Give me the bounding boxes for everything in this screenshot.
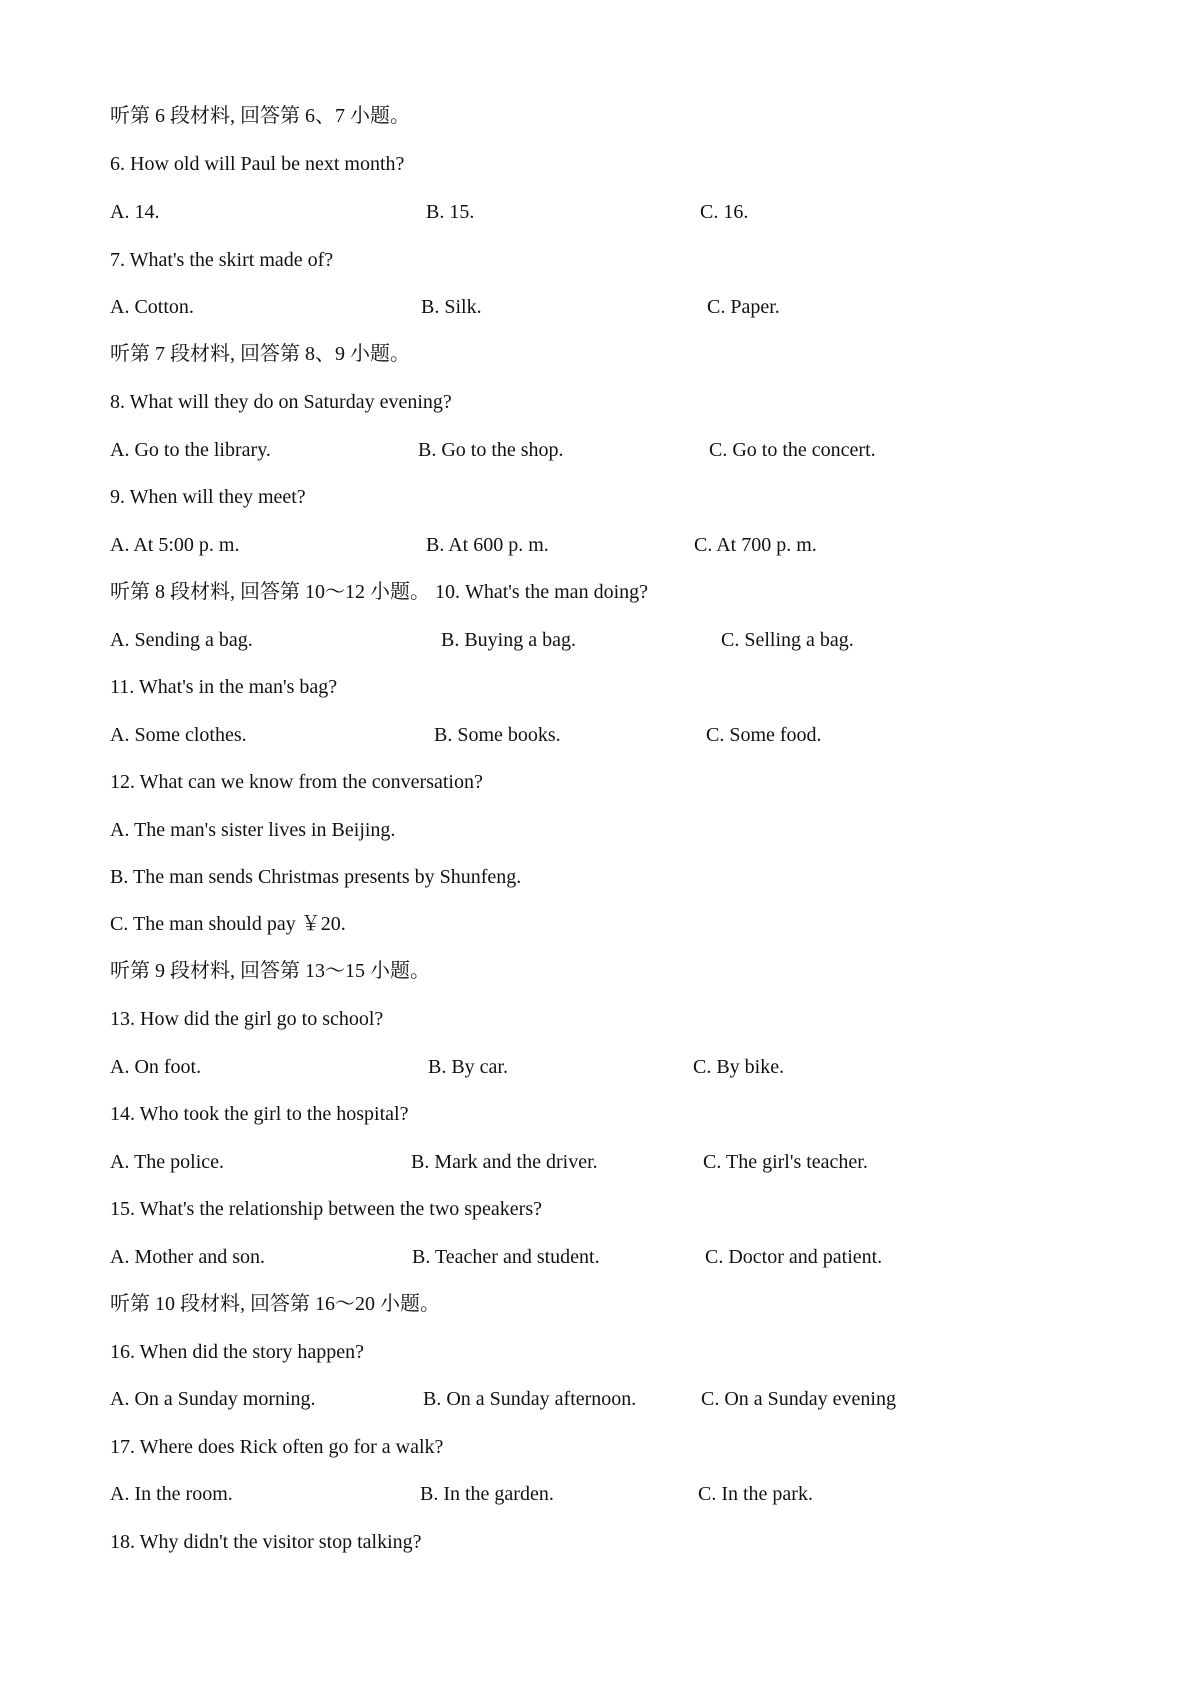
option-c: C. 16. — [700, 201, 749, 223]
option-a: A. Mother and son. — [110, 1246, 265, 1268]
option-b: B. By car. — [428, 1056, 508, 1078]
option-c: C. At 700 p. m. — [694, 534, 817, 556]
option-c: C. Go to the concert. — [709, 439, 876, 461]
question-text: 13. How did the girl go to school? — [110, 1008, 384, 1030]
option-a: A. On a Sunday morning. — [110, 1388, 316, 1410]
question-text: 8. What will they do on Saturday evening? — [110, 391, 452, 413]
question-text: 6. How old will Paul be next month? — [110, 153, 405, 175]
option-c: C. Selling a bag. — [721, 629, 854, 651]
question-text: 7. What's the skirt made of? — [110, 249, 334, 271]
question-text: 17. Where does Rick often go for a walk? — [110, 1436, 444, 1458]
option-a: A. 14. — [110, 201, 160, 223]
section-heading: 听第 6 段材料, 回答第 6、7 小题。 — [110, 105, 410, 127]
question-text: 15. What's the relationship between the two speakers? — [110, 1198, 542, 1220]
option-b: B. On a Sunday afternoon. — [423, 1388, 637, 1410]
option-b: B. Some books. — [434, 724, 561, 746]
option-b: B. At 600 p. m. — [426, 534, 549, 556]
question-text: 18. Why didn't the visitor stop talking? — [110, 1531, 422, 1553]
option-c: C. In the park. — [698, 1483, 813, 1505]
option-c: C. Doctor and patient. — [705, 1246, 883, 1268]
option-b: B. The man sends Christmas presents by Shunfeng. — [110, 866, 522, 888]
question-text: 12. What can we know from the conversation? — [110, 771, 483, 793]
option-c: C. By bike. — [693, 1056, 785, 1078]
option-c: C. The girl's teacher. — [703, 1151, 868, 1173]
option-b: B. Buying a bag. — [441, 629, 576, 651]
option-b: B. Teacher and student. — [412, 1246, 600, 1268]
option-c: C. Some food. — [706, 724, 822, 746]
question-text: 9. When will they meet? — [110, 486, 306, 508]
option-b: B. In the garden. — [420, 1483, 554, 1505]
option-a: A. Go to the library. — [110, 439, 271, 461]
option-b: B. Silk. — [421, 296, 482, 318]
question-text: 14. Who took the girl to the hospital? — [110, 1103, 409, 1125]
option-a: A. The police. — [110, 1151, 225, 1173]
section-heading: 听第 10 段材料, 回答第 16～20 小题。 — [110, 1293, 440, 1315]
section-heading: 听第 8 段材料, 回答第 10～12 小题。 10. What's the man doing? — [110, 581, 648, 603]
option-a: A. Sending a bag. — [110, 629, 253, 651]
option-a: A. In the room. — [110, 1483, 233, 1505]
section-heading: 听第 7 段材料, 回答第 8、9 小题。 — [110, 343, 410, 365]
section-heading: 听第 9 段材料, 回答第 13～15 小题。 — [110, 960, 430, 982]
option-b: B. Go to the shop. — [418, 439, 564, 461]
option-a: A. Some clothes. — [110, 724, 247, 746]
option-a: A. At 5:00 p. m. — [110, 534, 240, 556]
question-text: 11. What's in the man's bag? — [110, 676, 338, 698]
option-a: A. Cotton. — [110, 296, 194, 318]
question-text: 16. When did the story happen? — [110, 1341, 365, 1363]
option-a: A. The man's sister lives in Beijing. — [110, 819, 396, 841]
option-b: B. Mark and the driver. — [411, 1151, 598, 1173]
option-b: B. 15. — [426, 201, 475, 223]
option-a: A. On foot. — [110, 1056, 202, 1078]
option-c: C. Paper. — [707, 296, 780, 318]
option-c: C. On a Sunday evening — [701, 1388, 896, 1410]
option-c: C. The man should pay ￥20. — [110, 913, 346, 935]
